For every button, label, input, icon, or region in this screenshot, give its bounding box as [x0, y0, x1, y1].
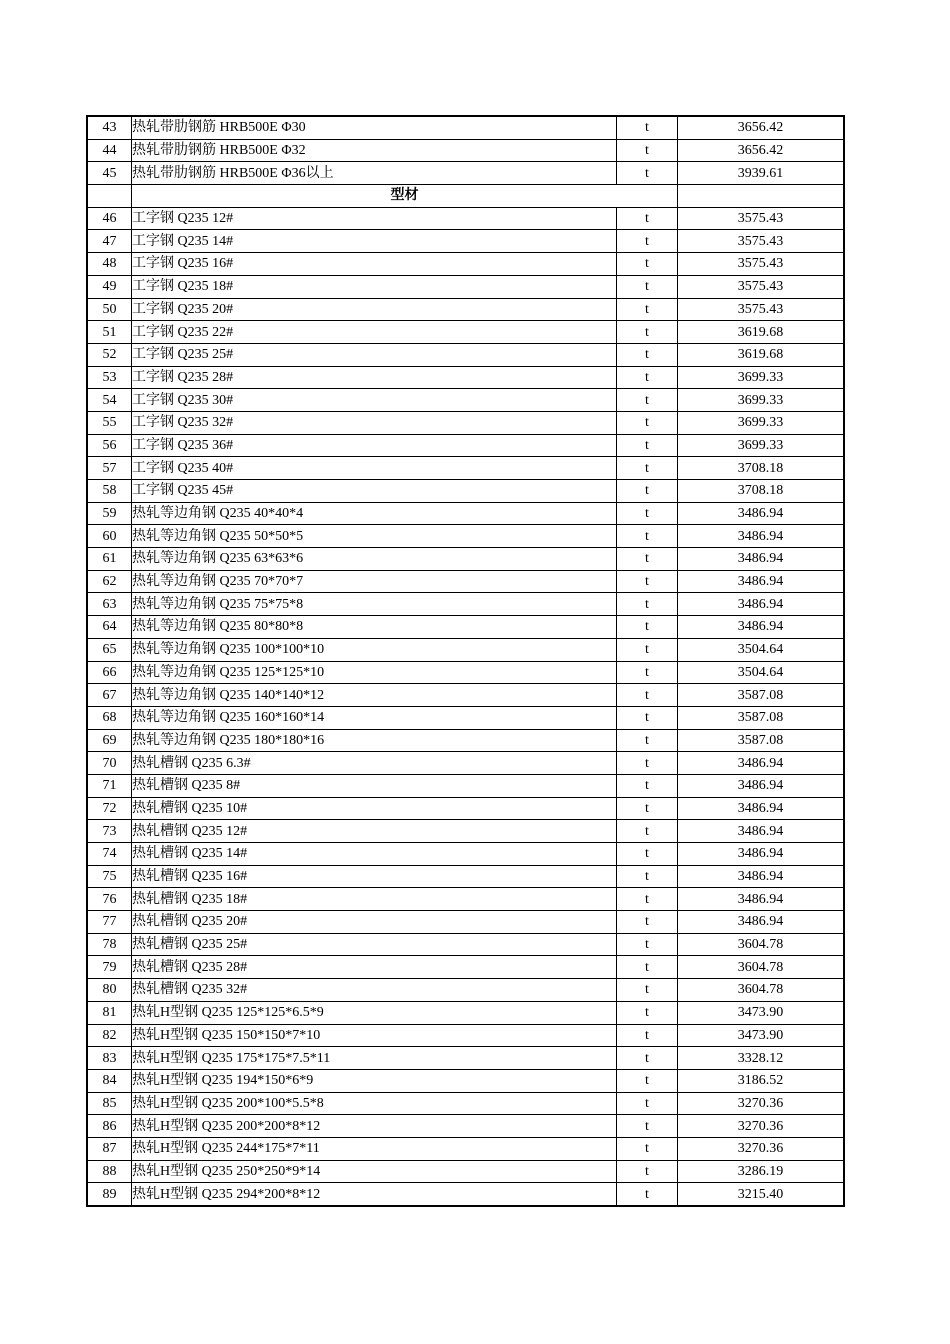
- item-unit: t: [617, 1001, 678, 1024]
- row-number: 74: [87, 843, 132, 866]
- item-unit: t: [617, 979, 678, 1002]
- table-row: [87, 843, 844, 866]
- item-price: 3504.64: [678, 638, 845, 661]
- table-row: [87, 774, 844, 797]
- row-number: 51: [87, 321, 132, 344]
- item-name: 热轧槽钢 Q235 8#: [132, 774, 617, 797]
- item-unit: t: [617, 820, 678, 843]
- item-price: 3575.43: [678, 298, 845, 321]
- row-number: 78: [87, 933, 132, 956]
- item-name: 工字钢 Q235 25#: [132, 343, 617, 366]
- row-number: 61: [87, 548, 132, 571]
- item-name: 工字钢 Q235 30#: [132, 389, 617, 412]
- row-number: 48: [87, 253, 132, 276]
- item-unit: t: [617, 1047, 678, 1070]
- price-table-body: [87, 116, 844, 1206]
- row-number: 67: [87, 684, 132, 707]
- row-number: 70: [87, 752, 132, 775]
- table-row: [87, 865, 844, 888]
- item-name: 热轧等边角钢 Q235 80*80*8: [132, 616, 617, 639]
- row-number: 77: [87, 911, 132, 934]
- item-price: 3656.42: [678, 116, 845, 139]
- table-row: [87, 684, 844, 707]
- row-number: 89: [87, 1183, 132, 1206]
- item-price: 3587.08: [678, 684, 845, 707]
- item-price: 3587.08: [678, 729, 845, 752]
- item-price: 3604.78: [678, 979, 845, 1002]
- item-name: 热轧等边角钢 Q235 140*140*12: [132, 684, 617, 707]
- item-name: 热轧槽钢 Q235 18#: [132, 888, 617, 911]
- item-price: 3939.61: [678, 162, 845, 185]
- item-price: 3656.42: [678, 139, 845, 162]
- item-price: 3486.94: [678, 774, 845, 797]
- item-unit: t: [617, 843, 678, 866]
- item-name: 热轧槽钢 Q235 14#: [132, 843, 617, 866]
- item-unit: t: [617, 911, 678, 934]
- item-price: 3486.94: [678, 797, 845, 820]
- item-unit: t: [617, 593, 678, 616]
- item-price: 3619.68: [678, 343, 845, 366]
- item-name: 热轧槽钢 Q235 32#: [132, 979, 617, 1002]
- item-unit: t: [617, 389, 678, 412]
- table-row: [87, 1160, 844, 1183]
- item-unit: t: [617, 1115, 678, 1138]
- table-row: [87, 1137, 844, 1160]
- item-name: 热轧等边角钢 Q235 100*100*10: [132, 638, 617, 661]
- item-price: 3486.94: [678, 843, 845, 866]
- item-name: 热轧H型钢 Q235 244*175*7*11: [132, 1137, 617, 1160]
- item-price: 3619.68: [678, 321, 845, 344]
- item-name: 工字钢 Q235 18#: [132, 275, 617, 298]
- item-price: 3486.94: [678, 865, 845, 888]
- item-unit: t: [617, 638, 678, 661]
- item-price: 3699.33: [678, 411, 845, 434]
- item-name: 工字钢 Q235 16#: [132, 253, 617, 276]
- item-unit: t: [617, 343, 678, 366]
- item-name: 工字钢 Q235 14#: [132, 230, 617, 253]
- table-row: [87, 570, 844, 593]
- item-unit: t: [617, 1160, 678, 1183]
- item-price: 3699.33: [678, 434, 845, 457]
- item-unit: t: [617, 548, 678, 571]
- item-name: 热轧等边角钢 Q235 75*75*8: [132, 593, 617, 616]
- table-row: [87, 389, 844, 412]
- item-name: 热轧H型钢 Q235 175*175*7.5*11: [132, 1047, 617, 1070]
- row-number: 60: [87, 525, 132, 548]
- item-name: 工字钢 Q235 36#: [132, 434, 617, 457]
- item-name: 热轧槽钢 Q235 10#: [132, 797, 617, 820]
- table-row: [87, 979, 844, 1002]
- item-unit: t: [617, 207, 678, 230]
- item-name: 热轧H型钢 Q235 200*100*5.5*8: [132, 1092, 617, 1115]
- item-unit: t: [617, 298, 678, 321]
- item-name: 热轧等边角钢 Q235 70*70*7: [132, 570, 617, 593]
- section-no-cell: [87, 185, 132, 208]
- item-price: 3708.18: [678, 457, 845, 480]
- table-row: [87, 298, 844, 321]
- item-price: 3486.94: [678, 548, 845, 571]
- item-unit: t: [617, 411, 678, 434]
- item-unit: t: [617, 502, 678, 525]
- section-row: [87, 185, 844, 208]
- item-price: 3270.36: [678, 1092, 845, 1115]
- item-name: 热轧槽钢 Q235 20#: [132, 911, 617, 934]
- item-price: 3215.40: [678, 1183, 845, 1206]
- row-number: 80: [87, 979, 132, 1002]
- item-name: 热轧H型钢 Q235 250*250*9*14: [132, 1160, 617, 1183]
- row-number: 56: [87, 434, 132, 457]
- item-price: 3575.43: [678, 230, 845, 253]
- item-name: 热轧带肋钢筋 HRB500E Φ32: [132, 139, 617, 162]
- table-row: [87, 1092, 844, 1115]
- item-name: 热轧槽钢 Q235 6.3#: [132, 752, 617, 775]
- item-price: 3604.78: [678, 933, 845, 956]
- item-unit: t: [617, 661, 678, 684]
- item-price: 3486.94: [678, 616, 845, 639]
- item-unit: t: [617, 752, 678, 775]
- table-row: [87, 797, 844, 820]
- table-row: [87, 752, 844, 775]
- table-row: [87, 116, 844, 139]
- item-unit: t: [617, 321, 678, 344]
- item-price: 3486.94: [678, 502, 845, 525]
- table-row: [87, 820, 844, 843]
- item-unit: t: [617, 570, 678, 593]
- table-row: [87, 207, 844, 230]
- item-price: 3328.12: [678, 1047, 845, 1070]
- table-row: [87, 661, 844, 684]
- item-name: 工字钢 Q235 28#: [132, 366, 617, 389]
- table-row: [87, 888, 844, 911]
- item-unit: t: [617, 253, 678, 276]
- row-number: 47: [87, 230, 132, 253]
- item-price: 3575.43: [678, 275, 845, 298]
- table-row: [87, 548, 844, 571]
- table-row: [87, 139, 844, 162]
- item-price: 3473.90: [678, 1001, 845, 1024]
- item-name: 热轧H型钢 Q235 200*200*8*12: [132, 1115, 617, 1138]
- item-name: 工字钢 Q235 20#: [132, 298, 617, 321]
- item-name: 热轧等边角钢 Q235 125*125*10: [132, 661, 617, 684]
- item-unit: t: [617, 162, 678, 185]
- table-row: [87, 253, 844, 276]
- row-number: 43: [87, 116, 132, 139]
- row-number: 52: [87, 343, 132, 366]
- table-row: [87, 321, 844, 344]
- item-name: 热轧等边角钢 Q235 40*40*4: [132, 502, 617, 525]
- table-row: [87, 638, 844, 661]
- item-price: 3699.33: [678, 389, 845, 412]
- row-number: 65: [87, 638, 132, 661]
- table-row: [87, 480, 844, 503]
- item-price: 3486.94: [678, 820, 845, 843]
- item-unit: t: [617, 865, 678, 888]
- row-number: 57: [87, 457, 132, 480]
- row-number: 62: [87, 570, 132, 593]
- row-number: 49: [87, 275, 132, 298]
- item-name: 热轧等边角钢 Q235 160*160*14: [132, 706, 617, 729]
- item-price: 3486.94: [678, 911, 845, 934]
- item-unit: t: [617, 684, 678, 707]
- table-row: [87, 275, 844, 298]
- price-table: [86, 115, 845, 1207]
- item-unit: t: [617, 230, 678, 253]
- row-number: 63: [87, 593, 132, 616]
- row-number: 66: [87, 661, 132, 684]
- row-number: 82: [87, 1024, 132, 1047]
- row-number: 71: [87, 774, 132, 797]
- item-unit: t: [617, 275, 678, 298]
- item-unit: t: [617, 729, 678, 752]
- item-price: 3270.36: [678, 1137, 845, 1160]
- row-number: 81: [87, 1001, 132, 1024]
- item-price: 3486.94: [678, 888, 845, 911]
- item-name: 热轧槽钢 Q235 16#: [132, 865, 617, 888]
- item-price: 3186.52: [678, 1069, 845, 1092]
- item-price: 3486.94: [678, 525, 845, 548]
- item-name: 热轧带肋钢筋 HRB500E Φ30: [132, 116, 617, 139]
- item-unit: t: [617, 933, 678, 956]
- row-number: 75: [87, 865, 132, 888]
- item-name: 热轧H型钢 Q235 194*150*6*9: [132, 1069, 617, 1092]
- row-number: 58: [87, 480, 132, 503]
- row-number: 53: [87, 366, 132, 389]
- row-number: 69: [87, 729, 132, 752]
- item-name: 热轧等边角钢 Q235 63*63*6: [132, 548, 617, 571]
- item-unit: t: [617, 525, 678, 548]
- item-unit: t: [617, 139, 678, 162]
- item-unit: t: [617, 1069, 678, 1092]
- row-number: 76: [87, 888, 132, 911]
- table-row: [87, 1001, 844, 1024]
- item-unit: t: [617, 366, 678, 389]
- table-row: [87, 343, 844, 366]
- item-price: 3486.94: [678, 593, 845, 616]
- item-name: 热轧等边角钢 Q235 180*180*16: [132, 729, 617, 752]
- item-price: 3604.78: [678, 956, 845, 979]
- item-unit: t: [617, 956, 678, 979]
- table-row: [87, 1024, 844, 1047]
- item-unit: t: [617, 1183, 678, 1206]
- table-row: [87, 956, 844, 979]
- item-name: 热轧槽钢 Q235 12#: [132, 820, 617, 843]
- table-row: [87, 706, 844, 729]
- row-number: 72: [87, 797, 132, 820]
- item-unit: t: [617, 774, 678, 797]
- item-unit: t: [617, 616, 678, 639]
- table-row: [87, 1047, 844, 1070]
- item-price: 3486.94: [678, 752, 845, 775]
- section-title: 型材: [132, 185, 678, 208]
- item-name: 热轧H型钢 Q235 150*150*7*10: [132, 1024, 617, 1047]
- row-number: 46: [87, 207, 132, 230]
- item-unit: t: [617, 457, 678, 480]
- row-number: 85: [87, 1092, 132, 1115]
- row-number: 87: [87, 1137, 132, 1160]
- item-price: 3575.43: [678, 207, 845, 230]
- item-price: 3699.33: [678, 366, 845, 389]
- row-number: 68: [87, 706, 132, 729]
- table-row: [87, 1069, 844, 1092]
- table-row: [87, 366, 844, 389]
- row-number: 50: [87, 298, 132, 321]
- item-name: 热轧H型钢 Q235 125*125*6.5*9: [132, 1001, 617, 1024]
- row-number: 83: [87, 1047, 132, 1070]
- item-unit: t: [617, 1092, 678, 1115]
- item-unit: t: [617, 116, 678, 139]
- item-price: 3473.90: [678, 1024, 845, 1047]
- item-unit: t: [617, 706, 678, 729]
- item-name: 热轧带肋钢筋 HRB500E Φ36以上: [132, 162, 617, 185]
- section-price-cell: [678, 185, 845, 208]
- table-row: [87, 230, 844, 253]
- table-row: [87, 162, 844, 185]
- item-unit: t: [617, 888, 678, 911]
- item-name: 热轧等边角钢 Q235 50*50*5: [132, 525, 617, 548]
- item-name: 热轧槽钢 Q235 25#: [132, 933, 617, 956]
- item-name: 热轧槽钢 Q235 28#: [132, 956, 617, 979]
- item-name: 工字钢 Q235 22#: [132, 321, 617, 344]
- row-number: 54: [87, 389, 132, 412]
- row-number: 84: [87, 1069, 132, 1092]
- row-number: 64: [87, 616, 132, 639]
- row-number: 59: [87, 502, 132, 525]
- table-row: [87, 411, 844, 434]
- item-price: 3587.08: [678, 706, 845, 729]
- item-name: 热轧H型钢 Q235 294*200*8*12: [132, 1183, 617, 1206]
- row-number: 44: [87, 139, 132, 162]
- item-price: 3708.18: [678, 480, 845, 503]
- item-unit: t: [617, 1137, 678, 1160]
- item-price: 3286.19: [678, 1160, 845, 1183]
- row-number: 79: [87, 956, 132, 979]
- table-row: [87, 616, 844, 639]
- row-number: 88: [87, 1160, 132, 1183]
- table-row: [87, 911, 844, 934]
- row-number: 73: [87, 820, 132, 843]
- row-number: 86: [87, 1115, 132, 1138]
- item-unit: t: [617, 434, 678, 457]
- item-price: 3270.36: [678, 1115, 845, 1138]
- item-price: 3486.94: [678, 570, 845, 593]
- item-price: 3575.43: [678, 253, 845, 276]
- item-name: 工字钢 Q235 45#: [132, 480, 617, 503]
- item-name: 工字钢 Q235 12#: [132, 207, 617, 230]
- table-row: [87, 933, 844, 956]
- item-price: 3504.64: [678, 661, 845, 684]
- table-row: [87, 1115, 844, 1138]
- table-row: [87, 502, 844, 525]
- table-row: [87, 525, 844, 548]
- table-row: [87, 457, 844, 480]
- row-number: 55: [87, 411, 132, 434]
- table-row: [87, 729, 844, 752]
- item-name: 工字钢 Q235 40#: [132, 457, 617, 480]
- item-unit: t: [617, 1024, 678, 1047]
- item-unit: t: [617, 797, 678, 820]
- item-name: 工字钢 Q235 32#: [132, 411, 617, 434]
- table-row: [87, 1183, 844, 1206]
- table-row: [87, 593, 844, 616]
- row-number: 45: [87, 162, 132, 185]
- table-row: [87, 434, 844, 457]
- item-unit: t: [617, 480, 678, 503]
